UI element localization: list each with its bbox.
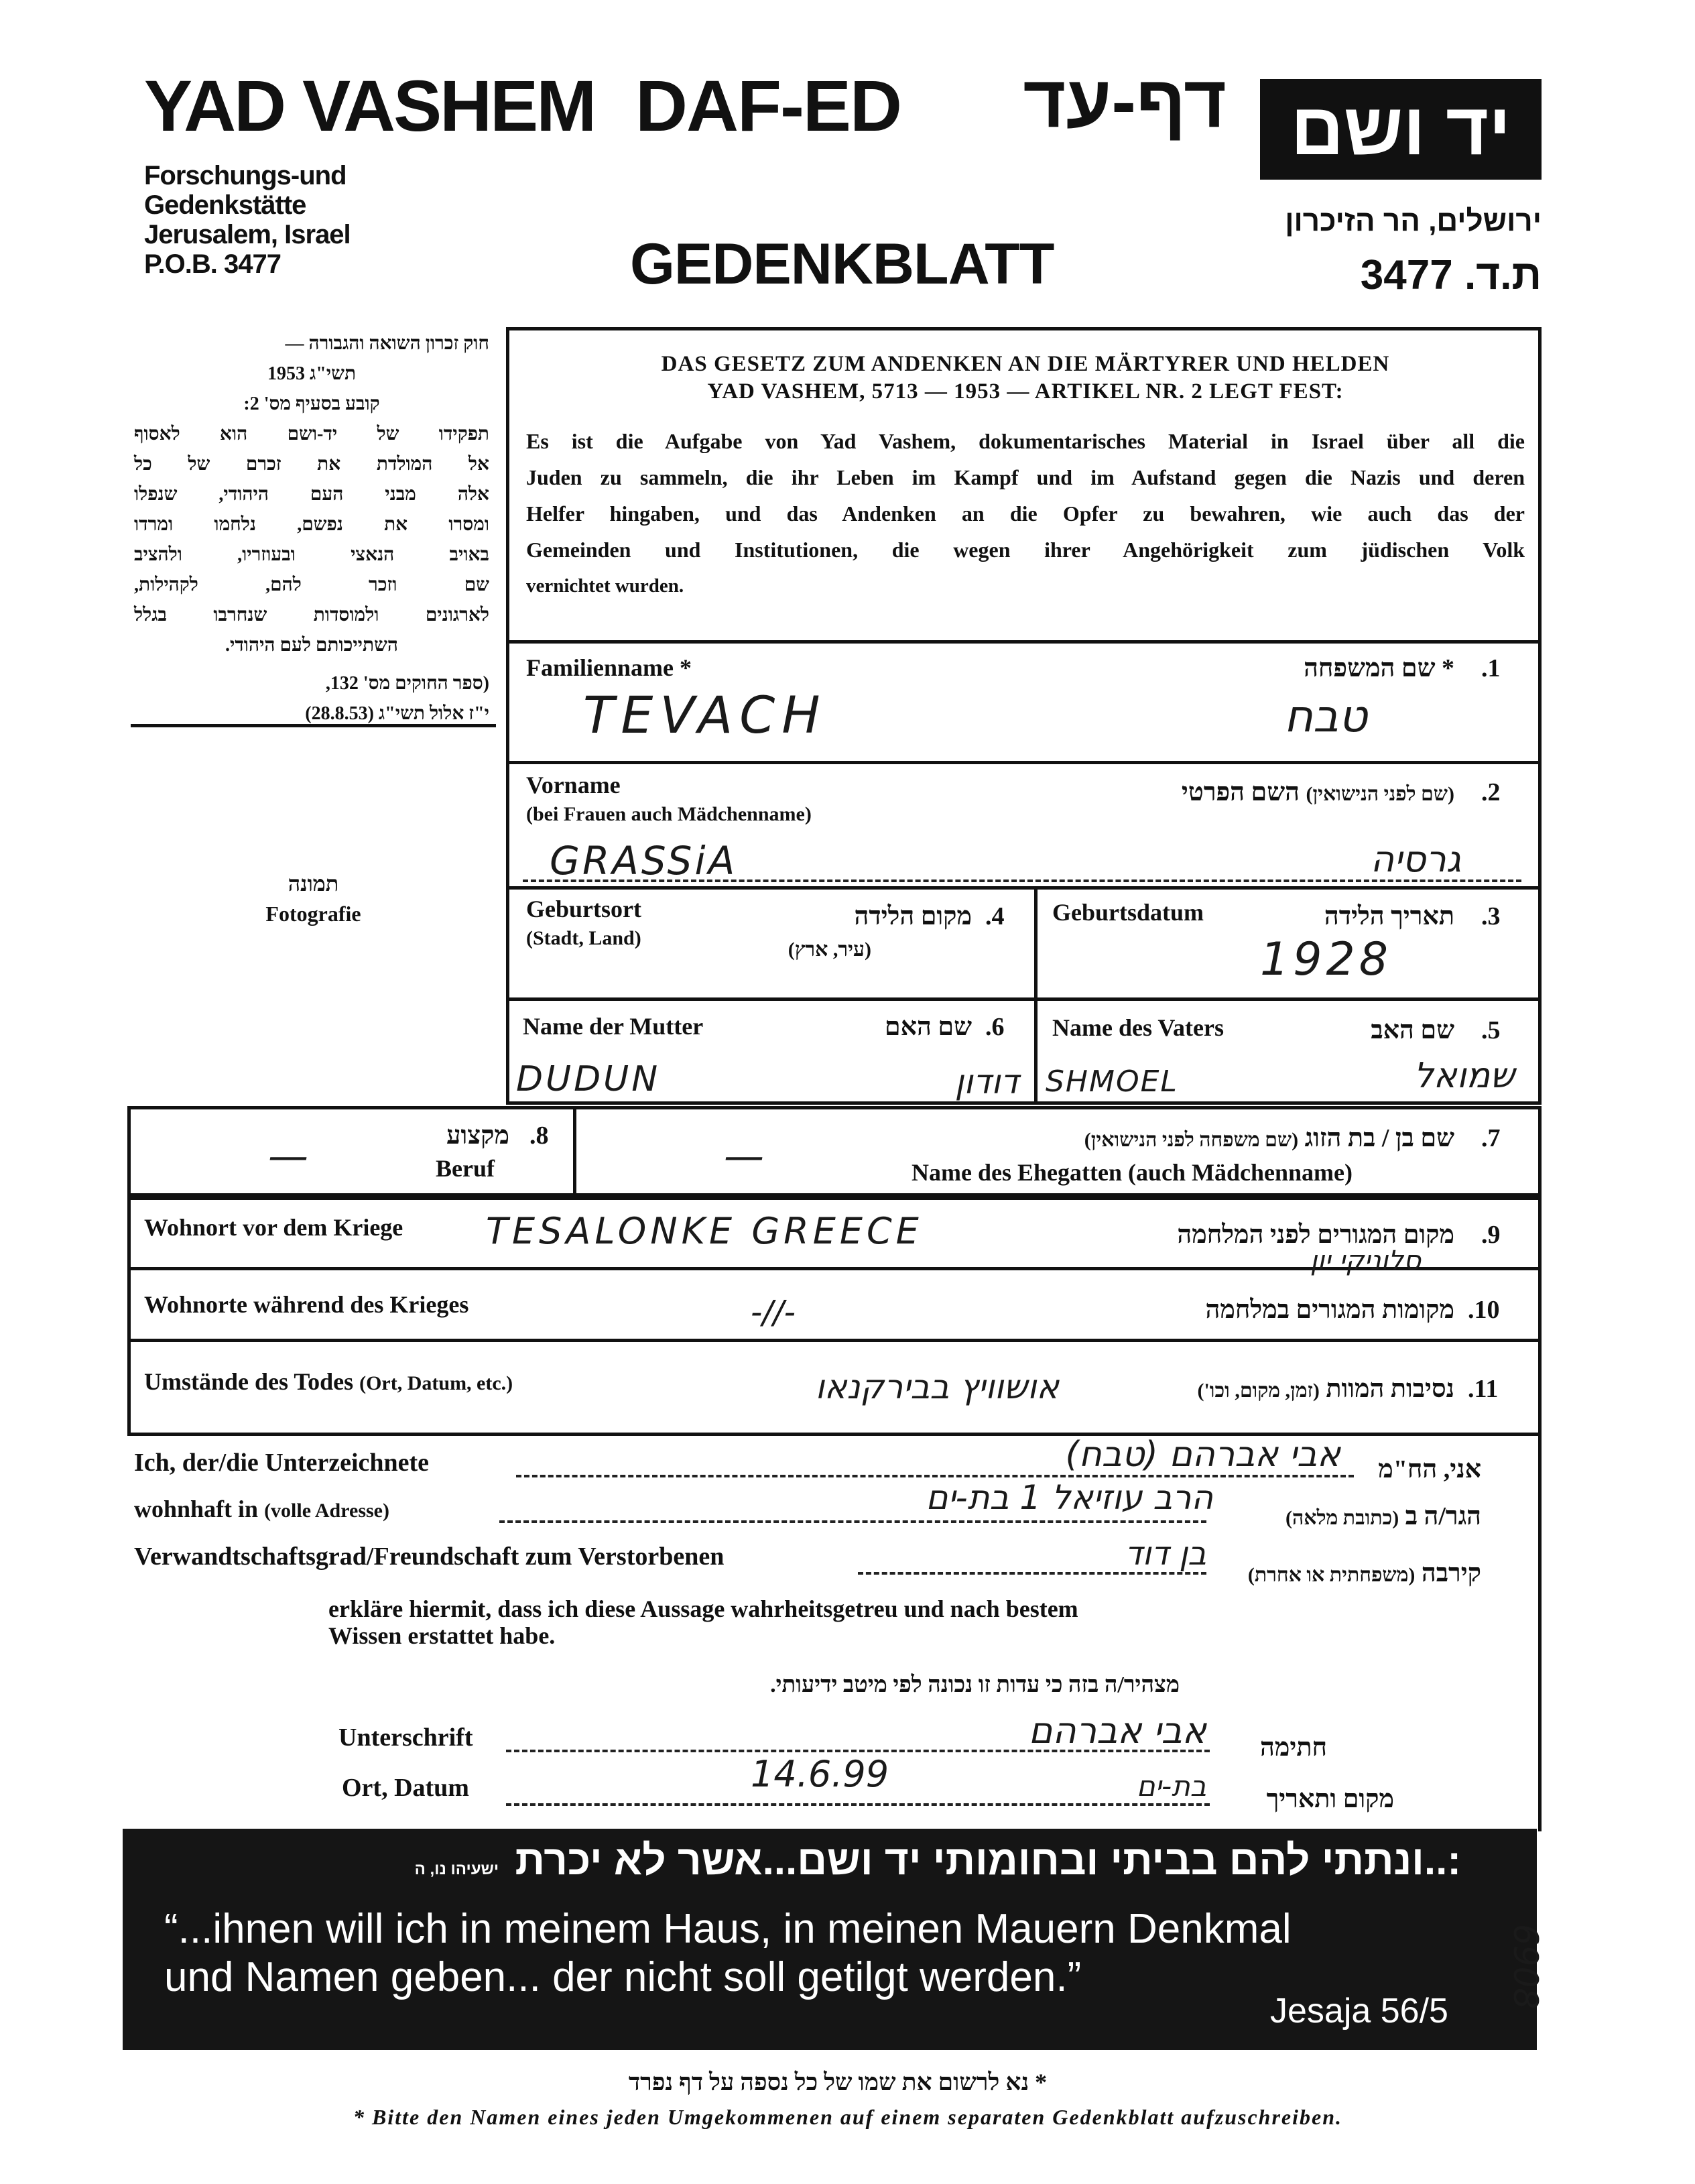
birthdate-label: Geburtsdatum bbox=[1052, 899, 1204, 926]
photo-label-hebrew: תמונה bbox=[288, 871, 339, 896]
quote-hebrew-reference: ישעיהו נו, ה bbox=[414, 1860, 499, 1878]
law-german-text bbox=[526, 352, 1525, 604]
row-divider bbox=[506, 997, 1542, 1001]
field-number-1: .1 bbox=[1481, 654, 1501, 682]
place-date-value[interactable]: 14.6.99 bbox=[751, 1753, 889, 1795]
mother-name-value[interactable]: DUDUN bbox=[516, 1059, 661, 1099]
law-he-line: שם וזכר להם, לקהילות, bbox=[134, 574, 489, 595]
first-name-value-hebrew[interactable]: גרסיה bbox=[1370, 838, 1461, 880]
law-de-line: Juden zu sammeln, die ihr Leben im Kampf und im Aufstand gegen die Nazis und deren bbox=[526, 465, 1525, 489]
relationship-sublabel-hebrew: (משפחתית או אחרת) bbox=[1247, 1564, 1416, 1586]
first-name-underline bbox=[523, 879, 1521, 882]
birthplace-label: Geburtsort bbox=[526, 896, 641, 922]
affirmation-line: erkläre hiermit, dass ich diese Aussage wahrheitsgetreu und nach bestem bbox=[328, 1595, 1078, 1622]
relationship-label: Verwandtschaftsgrad/Freundschaft zum Verstorbenen bbox=[134, 1542, 725, 1571]
form-title: DAF-ED bbox=[635, 65, 901, 146]
spouse-name-label-hebrew-text: שם בן / בת הזוג bbox=[1304, 1124, 1454, 1152]
first-name-sublabel: (bei Frauen auch Mädchenname) bbox=[526, 803, 812, 825]
circumstances-of-death-sublabel: (Ort, Datum, etc.) bbox=[359, 1372, 513, 1394]
place-date-line bbox=[506, 1803, 1210, 1806]
field-number-9: .9 bbox=[1481, 1221, 1501, 1249]
row-divider bbox=[506, 886, 1542, 890]
side-record-number: 6908 bbox=[1506, 1924, 1545, 2010]
photo-label: Fotografie bbox=[265, 902, 361, 926]
law-he-line: תשי"ג 1953 bbox=[267, 363, 357, 384]
quote-german-line: und Namen geben... der nicht soll getilgt werden.” bbox=[164, 1954, 1082, 2000]
circumstances-of-death-label-hebrew bbox=[1072, 1374, 1454, 1404]
address-label-hebrew bbox=[1220, 1502, 1481, 1531]
spouse-name-sublabel-hebrew: (שם משפחה לפני הנישואין) bbox=[1084, 1129, 1299, 1151]
law-he-line: לארגונים ולמוסדות שנחרבו בגלל bbox=[134, 605, 489, 625]
affirmation-line: Wissen erstattet habe. bbox=[328, 1622, 556, 1649]
footer-note-hebrew-text: נא לרשום את שמו של כל נספה על דף נפרד bbox=[628, 2069, 1029, 2096]
residence-during-war-label-hebrew: מקומות המגורים במלחמה bbox=[1205, 1296, 1454, 1324]
birthdate-label-hebrew: תאריך הלידה bbox=[1324, 902, 1454, 930]
footer-asterisk: * bbox=[353, 2105, 366, 2129]
law-he-line: קובע בסעיף מס' 2: bbox=[243, 393, 380, 414]
father-name-label-hebrew: שם האב bbox=[1371, 1016, 1454, 1044]
law-hebrew-text bbox=[134, 328, 489, 729]
law-de-line: vernichtet wurden. bbox=[526, 575, 684, 597]
family-name-value[interactable]: TEVACH bbox=[583, 685, 827, 745]
page-subtitle: GEDENKBLATT bbox=[630, 232, 1054, 296]
circumstances-of-death-sublabel-hebrew: (זמן, מקום, וכו') bbox=[1197, 1380, 1320, 1402]
field-number-2: .2 bbox=[1481, 778, 1501, 806]
law-he-line: ומסרו את נפשם, נלחמו ומרדו bbox=[134, 514, 489, 535]
logo-text: יד ושם bbox=[1290, 88, 1511, 170]
first-name-label: Vorname bbox=[526, 772, 621, 798]
residence-before-war-label-hebrew: מקום המגורים לפני המלחמה bbox=[1177, 1221, 1454, 1249]
relationship-value[interactable]: בן דוד bbox=[1125, 1535, 1206, 1573]
signer-label-hebrew: אני, הח"מ bbox=[1378, 1455, 1481, 1483]
affirmation-text-hebrew: מצהיר/ה בזה כי עדות זו נכונה לפי מיטב ידיעותי. bbox=[770, 1673, 1180, 1697]
law-he-line: אלה מבני העם היהודי, שנפלו bbox=[134, 484, 489, 505]
address-sublabel: (volle Adresse) bbox=[264, 1500, 389, 1522]
field-number-7: .7 bbox=[1481, 1124, 1501, 1152]
family-name-label: Familienname * bbox=[526, 654, 692, 681]
mother-name-label: Name der Mutter bbox=[523, 1013, 704, 1040]
residence-before-war-value-hebrew[interactable]: סלוניקי יון bbox=[1310, 1246, 1421, 1276]
address-line: Gedenkstätte bbox=[144, 190, 306, 220]
mother-name-value-hebrew[interactable]: דודון bbox=[954, 1063, 1019, 1101]
residence-before-war-value[interactable]: TESALONKE GREECE bbox=[486, 1210, 923, 1252]
law-he-line: י"ז אלול תשי"ג (28.8.53) bbox=[305, 703, 489, 724]
circumstances-of-death-label-text: Umstände des Todes bbox=[144, 1368, 354, 1395]
birthplace-sublabel-hebrew: (עיר, ארץ) bbox=[788, 938, 871, 961]
relationship-label-hebrew-text: קירבה bbox=[1421, 1559, 1481, 1587]
first-name-label-hebrew-text: השם הפרטי bbox=[1181, 778, 1300, 806]
field-number-10: .10 bbox=[1468, 1296, 1500, 1324]
footer-note-hebrew bbox=[469, 2068, 1206, 2096]
quote-german bbox=[164, 1905, 1505, 2002]
address-block bbox=[144, 161, 351, 279]
law-he-line: חוק זכרון השואה והגבורה — bbox=[285, 333, 489, 354]
quote-hebrew bbox=[154, 1837, 1461, 1884]
form-title-hebrew: דף-עד bbox=[1023, 60, 1227, 143]
circumstances-of-death-label-hebrew-text: נסיבות המוות bbox=[1326, 1375, 1454, 1403]
residence-during-war-label: Wohnorte während des Krieges bbox=[144, 1291, 469, 1318]
row-divider bbox=[506, 761, 1542, 764]
circumstances-of-death-label bbox=[144, 1368, 513, 1396]
law-he-line: (ספר החוקים מס' 132, bbox=[325, 673, 489, 694]
address-line bbox=[499, 1520, 1206, 1523]
quote-reference: Jesaja 56/5 bbox=[1270, 1992, 1448, 2030]
first-name-sublabel-hebrew: (שם לפני הנישואין) bbox=[1306, 783, 1454, 805]
field-number-5: .5 bbox=[1481, 1016, 1501, 1044]
footer-note-text: Bitte den Namen eines jeden Umgekommenen auf einem separaten Gedenkblatt aufzuschreiben. bbox=[372, 2105, 1342, 2129]
birthdate-value[interactable]: 1928 bbox=[1260, 933, 1393, 986]
birthplace-sublabel: (Stadt, Land) bbox=[526, 927, 641, 949]
address-line: Jerusalem, Israel bbox=[144, 220, 351, 249]
org-title: YAD VASHEM bbox=[144, 65, 595, 146]
address-label-text: wohnhaft in bbox=[134, 1496, 259, 1522]
law-heading: YAD VASHEM, 5713 — 1953 — ARTIKEL NR. 2 LEGT FEST: bbox=[707, 379, 1344, 404]
field-number-8: .8 bbox=[529, 1121, 549, 1150]
law-de-line: Es ist die Aufgabe von Yad Vashem, dokumentarisches Material in Israel über all die bbox=[526, 429, 1525, 453]
spouse-name-label-hebrew bbox=[871, 1124, 1454, 1153]
relationship-label-hebrew bbox=[1213, 1559, 1481, 1588]
spouse-name-label: Name des Ehegatten (auch Mädchenname) bbox=[912, 1159, 1353, 1186]
address-line: P.O.B. 3477 bbox=[144, 249, 281, 279]
occupation-value[interactable]: — bbox=[268, 1133, 308, 1180]
field-number-6: .6 bbox=[985, 1013, 1005, 1041]
row-divider bbox=[506, 640, 1542, 644]
address-hebrew: ירושלים, הר הזיכרון bbox=[1285, 204, 1542, 237]
yad-vashem-logo bbox=[1260, 79, 1542, 180]
law-divider bbox=[131, 724, 496, 727]
footer-asterisk: * bbox=[1035, 2069, 1048, 2096]
place-date-label: Ort, Datum bbox=[342, 1774, 469, 1802]
address-sublabel-hebrew: (כתובת מלאה) bbox=[1285, 1507, 1399, 1529]
law-he-line: השתייכותם לעם היהודי. bbox=[225, 635, 399, 656]
place-date-value-hebrew[interactable]: בת-ים bbox=[1136, 1770, 1206, 1803]
law-heading: DAS GESETZ ZUM ANDENKEN AN DIE MÄRTYRER UND HELDEN bbox=[661, 352, 1390, 376]
field-number-4: .4 bbox=[985, 902, 1005, 930]
address-line: Forschungs-und bbox=[144, 161, 347, 190]
quote-german-line: “...ihnen will ich in meinem Haus, in meinen Mauern Denkmal bbox=[164, 1906, 1292, 1952]
quote-hebrew-text: :..ונתתי להם בביתי ובחומותי יד ושם...אשר לא יכרת bbox=[515, 1837, 1461, 1884]
law-de-line: Helfer hingaben, und das Andenken an die Opfer zu bewahren, wie auch das der bbox=[526, 501, 1525, 526]
signature-value[interactable]: אבי אברהם bbox=[1028, 1709, 1206, 1752]
law-he-line: באויב הנאצי ובעוזריו, ולהציב bbox=[134, 544, 489, 565]
spouse-name-value[interactable]: — bbox=[724, 1133, 764, 1180]
first-name-value[interactable]: GRASSiA bbox=[550, 838, 738, 884]
circumstances-of-death-value[interactable]: אושוויץ בבירקנאו bbox=[815, 1368, 1059, 1406]
address-value[interactable]: הרב עוזיאל 1 בת-ים bbox=[926, 1478, 1213, 1517]
mother-name-label-hebrew: שם האם bbox=[884, 1013, 972, 1041]
declaration-right-border bbox=[1538, 1436, 1542, 1831]
signature-label-hebrew: חתימה bbox=[1259, 1734, 1327, 1762]
birthplace-label-hebrew: מקום הלידה bbox=[854, 902, 972, 930]
col-divider bbox=[573, 1106, 576, 1197]
signer-label: Ich, der/die Unterzeichnete bbox=[134, 1449, 430, 1477]
place-date-label-hebrew: מקום ותאריך bbox=[1266, 1785, 1394, 1813]
law-he-line: תפקידו של יד-ושם הוא לאסוף bbox=[134, 424, 489, 444]
field-number-3: .3 bbox=[1481, 902, 1501, 930]
first-name-label-hebrew bbox=[1046, 778, 1454, 807]
address-label-hebrew-text: הגר/ה ב bbox=[1405, 1502, 1481, 1530]
affirmation-text bbox=[328, 1595, 1078, 1649]
father-name-value[interactable]: SHMOEL bbox=[1046, 1065, 1178, 1099]
address-label bbox=[134, 1495, 389, 1523]
signer-value[interactable]: אבי אברהם (טבח) bbox=[1065, 1435, 1340, 1475]
father-name-label: Name des Vaters bbox=[1052, 1014, 1224, 1041]
footer-note bbox=[261, 2105, 1434, 2130]
pob-hebrew: ת.ד. 3477 bbox=[1360, 252, 1542, 298]
law-de-line: Gemeinden und Institutionen, die wegen ihrer Angehörigkeit zum jüdischen Volk bbox=[526, 538, 1525, 562]
occupation-label: Beruf bbox=[436, 1155, 495, 1182]
family-name-value-hebrew[interactable]: טבח bbox=[1283, 690, 1367, 742]
occupation-label-hebrew: מקצוע bbox=[446, 1121, 509, 1150]
law-he-line: אל המולדת את זכרם של כל bbox=[134, 454, 489, 475]
signer-line bbox=[516, 1475, 1354, 1477]
col-divider bbox=[1034, 886, 1038, 1105]
photo-placeholder bbox=[131, 871, 496, 926]
family-name-label-hebrew: * שם המשפחה bbox=[1304, 654, 1454, 682]
father-name-value-hebrew[interactable]: שמואל bbox=[1414, 1056, 1515, 1096]
residence-before-war-label: Wohnort vor dem Kriege bbox=[144, 1214, 403, 1241]
residence-during-war-value[interactable]: -//- bbox=[751, 1294, 796, 1331]
field-number-11: .11 bbox=[1468, 1375, 1499, 1403]
signature-label: Unterschrift bbox=[338, 1723, 473, 1752]
